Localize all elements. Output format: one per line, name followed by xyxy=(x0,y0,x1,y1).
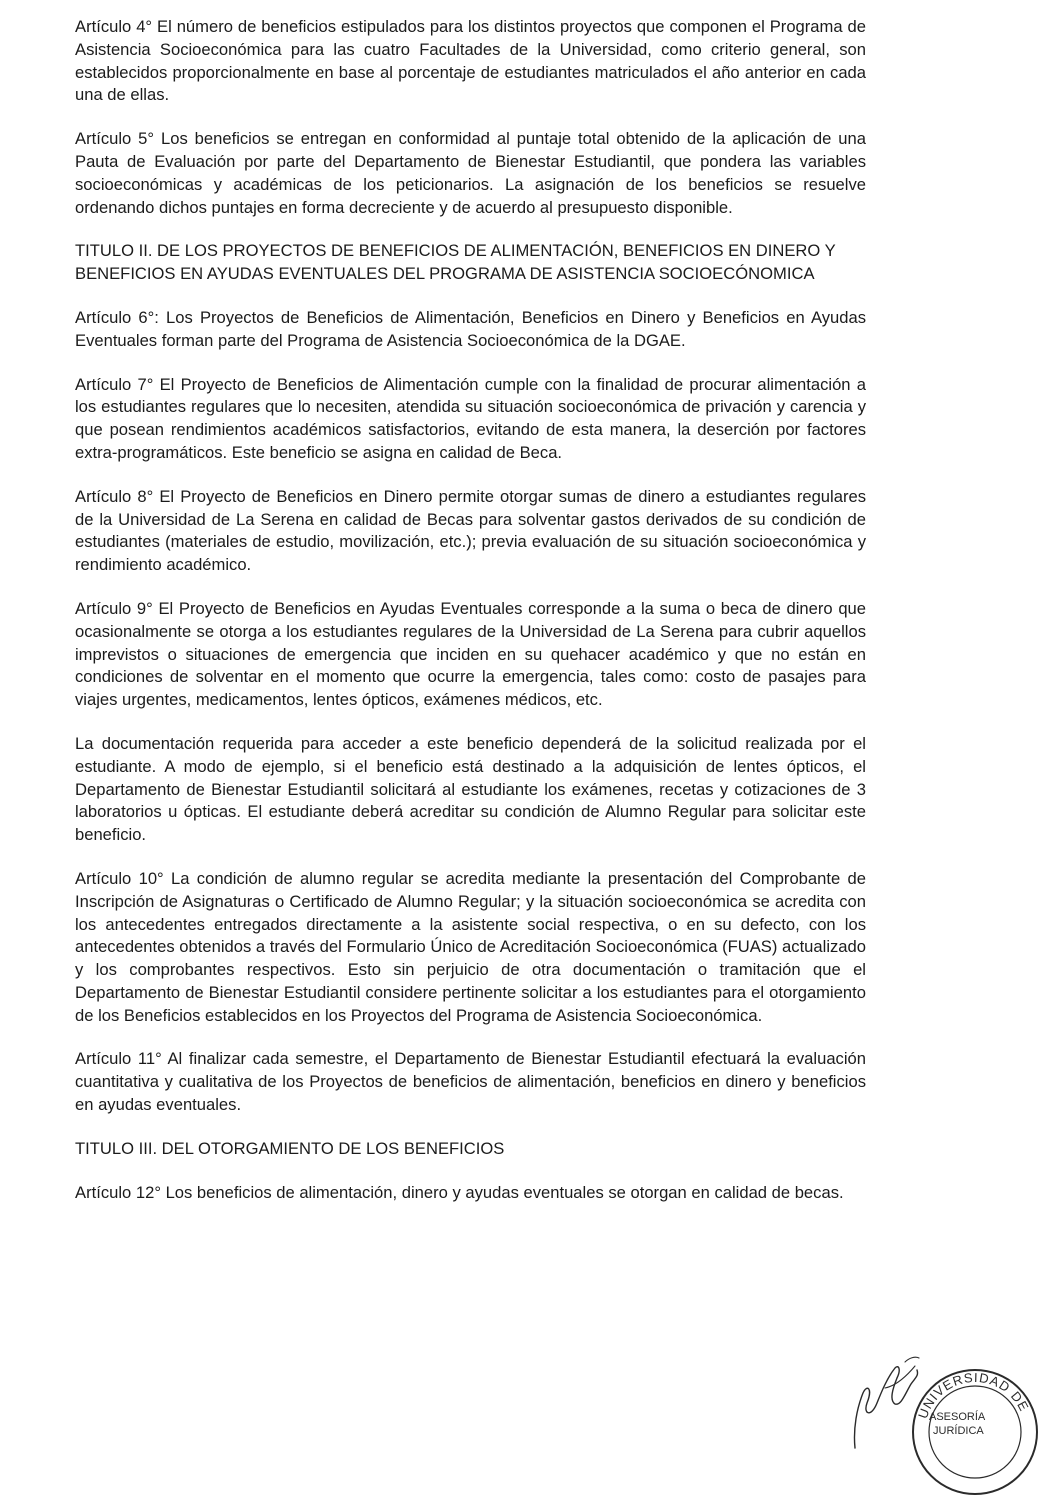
documentacion-paragraph: La documentación requerida para acceder a este beneficio dependerá de la solicitud realizada por el estudiante. A modo de ejemplo, si el beneficio está destinado a la adquisición de lentes ópticos, el Departamento de Bienestar Estudiantil solicitará al estudiante los exámenes, recetas y cotizaciones de 3 laboratorios u ópticas. El estudiante deberá acreditar su condición de Alumno Regular para solicitar este beneficio. xyxy=(75,733,866,845)
titulo-2-heading: TITULO II. DE LOS PROYECTOS DE BENEFICIOS DE ALIMENTACIÓN, BENEFICIOS EN DINERO Y BENEFICIOS EN AYUDAS EVENTUALES DEL PROGRAMA DE ASISTENCIA SOCIOECÓNOMICA xyxy=(75,241,836,284)
articulo-4-paragraph: Artículo 4° El número de beneficios estipulados para los distintos proyectos que componen el Programa de Asistencia Socioeconómica para las cuatro Facultades de la Universidad, como criterio general, son establecidos proporcionalmente en base al porcentaje de estudiantes matriculados el año anterior en cada una de ellas. xyxy=(75,17,866,105)
articulo-8-paragraph: Artículo 8° El Proyecto de Beneficios en Dinero permite otorgar sumas de dinero a estudiantes regulares de la Universidad de La Serena en calidad de Becas para solventar gastos derivados de su condición de estudiantes (materiales de estudio, movilización, etc.); previa evaluación de su situación socioeconómica y rendimiento académico. xyxy=(75,486,866,575)
articulo-10-paragraph: Artículo 10° La condición de alumno regular se acredita mediante la presentación del Comprobante de Inscripción de Asignaturas o Certificado de Alumno Regular; y la situación socioeconómica se acredita con los antecedentes entregados directamente a la asistente social respectiva, o en su defecto, con los antecedentes obtenidos a través del Formulario Único de Acreditación Socioeconómica (FUAS) actualizado y los comprobantes respectivos. Esto sin perjuicio de otra documentación o tramitación que el Departamento de Bienestar Estudiantil considere pertinente solicitar a los estudiantes para el otorgamiento de los Beneficios establecidos en los Proyectos del Programa de Asistencia Socioeconómica. xyxy=(75,868,866,1025)
articulo-6-paragraph: Artículo 6°: Los Proyectos de Beneficios de Alimentación, Beneficios en Dinero y Beneficios en Ayudas Eventuales forman parte del Programa de Asistencia Socioeconómica de la DGAE. xyxy=(75,307,866,350)
articulo-5-paragraph: Artículo 5° Los beneficios se entregan en conformidad al puntaje total obtenido de la aplicación de una Pauta de Evaluación por parte del Departamento de Bienestar Estudiantil, que pondera las variables socioeconómicas y académicas de los peticionarios. La asignación de los beneficios se resuelve ordenando dichos puntajes en forma decreciente y de acuerdo al presupuesto disponible. xyxy=(75,129,866,217)
seal-line-1: ASESORÍA xyxy=(929,1411,986,1423)
seal-line-2: JURÍDICA xyxy=(933,1425,984,1437)
articulo-9-paragraph: Artículo 9° El Proyecto de Beneficios en Ayudas Eventuales corresponde a la suma o beca de dinero que ocasionalmente se otorga a los estudiantes regulares de la Universidad de La Serena para cubrir aquellos imprevistos o situaciones de emergencia que inciden en su quehacer académico y que no están en condiciones de solventar en el momento que ocurre la emergencia, tales como: costo de pasajes para viajes urgentes, medicamentos, lentes ópticos, exámenes médicos, etc. xyxy=(75,598,866,710)
university-seal-stamp xyxy=(905,1362,1045,1502)
articulo-11-paragraph: Artículo 11° Al finalizar cada semestre, el Departamento de Bienestar Estudiantil efectuará la evaluación cuantitativa y cualitativa de los Proyectos de beneficios de alimentación, beneficios en dinero y beneficios en ayudas eventuales. xyxy=(75,1049,866,1115)
articulo-12-paragraph: Artículo 12° Los beneficios de alimentación, dinero y ayudas eventuales se otorgan en calidad de becas. xyxy=(75,1182,844,1202)
seal-top-text: UNIVERSIDAD DE xyxy=(915,1369,1032,1421)
articulo-7-paragraph: Artículo 7° El Proyecto de Beneficios de Alimentación cumple con la finalidad de procurar alimentación a los estudiantes regulares que lo necesiten, atendida su situación socioeconómica de privación y carencia y que posean rendimientos académicos satisfactorios, evitando de esta manera, la deserción por factores extra-programáticos. Este beneficio se asigna en calidad de Beca. xyxy=(75,374,866,462)
titulo-3-heading: TITULO III. DEL OTORGAMIENTO DE LOS BENEFICIOS xyxy=(75,1138,505,1158)
document-page xyxy=(75,16,866,1225)
